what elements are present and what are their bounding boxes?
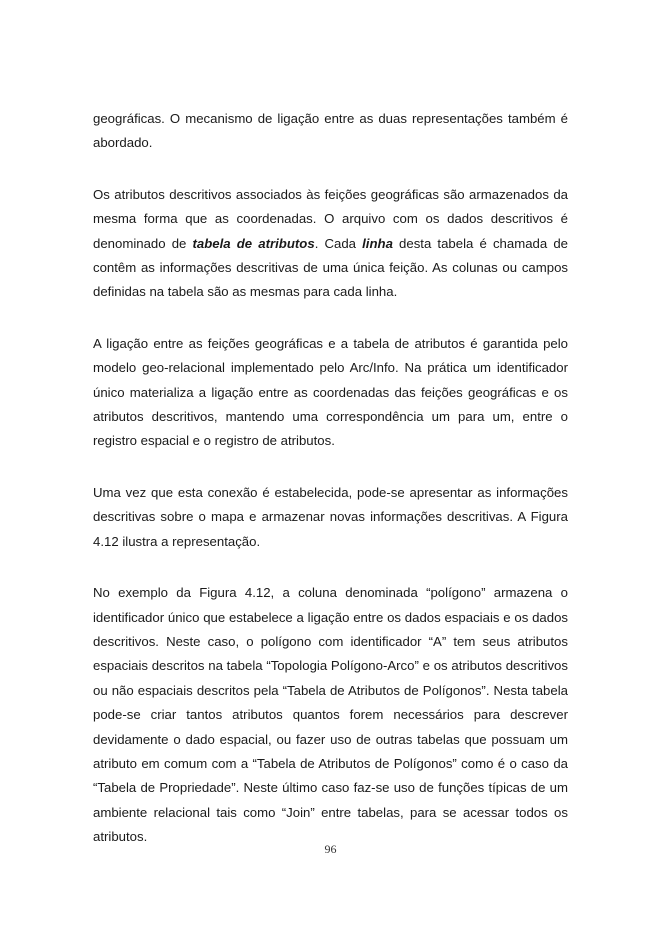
paragraph-3 <box>93 332 568 454</box>
emphasized-term: tabela de atributos <box>192 235 315 251</box>
page-number: 96 <box>324 842 337 856</box>
paragraph-1 <box>93 107 568 156</box>
paragraph-text: geográficas. O mecanismo de ligação entre as duas representações também é abordado. <box>93 111 568 151</box>
paragraph-text: Os atributos descritivos associados às feições geográficas são armazenados da mesma forma que as coordenadas. O arquivo com os dados descritivos é denominado de <box>93 186 568 251</box>
document-body <box>93 107 568 877</box>
paragraph-text: Uma vez que esta conexão é estabelecida, pode-se apresentar as informações descritivas sobre o mapa e armazenar novas informações descritivas. A Figura 4.12 ilustra a representação. <box>93 484 568 549</box>
paragraph-text: No exemplo da Figura 4.12, a coluna denominada “polígono” armazena o identificador único que estabelece a ligação entre os dados espaciais e os dados descritivos. Neste caso, o polígono com identificador “A” tem seus atributos espaciais descritos na tabela “Topologia Polígono-Arco” e os atributos descritivos ou não espaciais descritos pela “Tabela de Atributos de Polígonos”. Nesta tabela pode-se criar tantos atributos quantos forem necessários para descrever devidamente o dado espacial, ou fazer uso de outras tabelas que possuam um atributo em comum com a “Tabela de Atributos de Polígonos” como é o caso da “Tabela de Propriedade”. Neste último caso faz-se uso de funções típicas de um ambiente relacional tais como “Join” entre tabelas, para se acessar todos os atributos. <box>93 585 568 845</box>
paragraph-2 <box>93 183 568 305</box>
paragraph-4 <box>93 481 568 554</box>
paragraph-5 <box>93 581 568 849</box>
paragraph-text: desta tabela é chamada de contêm as informações descritivas de uma única feição. As colunas ou campos definidas na tabela são as mesmas para cada linha. <box>93 235 568 300</box>
paragraph-text: A ligação entre as feições geográficas e a tabela de atributos é garantida pelo modelo geo-relacional implementado pelo Arc/Info. Na prática um identificador único materializa a ligação entre as coordenadas das feições geográficas e os atributos descritivos, mantendo uma correspondência um para um, entre o registro espacial e o registro de atributos. <box>93 335 568 449</box>
emphasized-term: linha <box>362 235 393 251</box>
paragraph-text: . Cada <box>314 235 363 251</box>
